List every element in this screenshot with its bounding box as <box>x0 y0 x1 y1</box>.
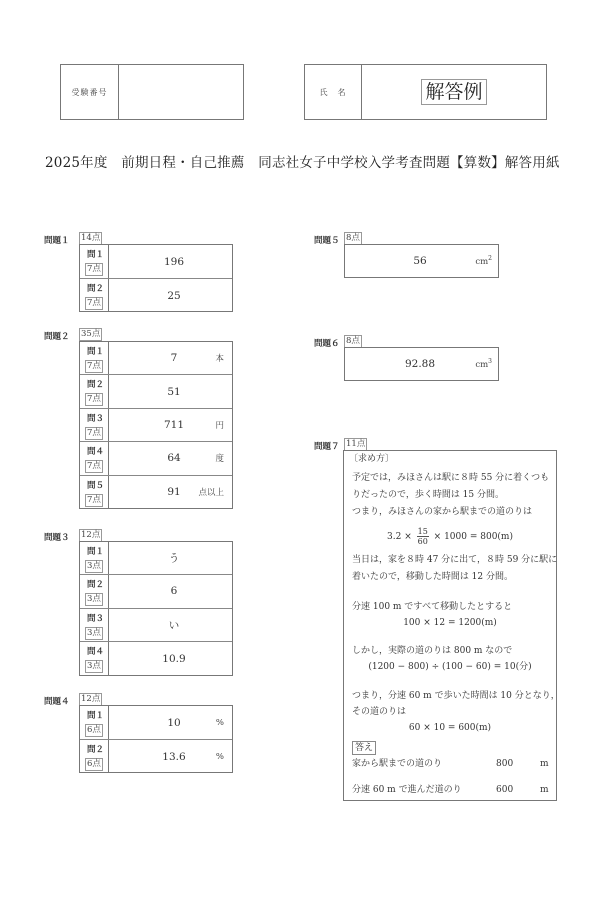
question-label: 問１ <box>87 347 105 357</box>
question-points: 7点 <box>87 264 101 274</box>
answer-field[interactable] <box>109 342 232 374</box>
answer-value: 91 <box>167 486 181 499</box>
problem-4-label: 問題４ <box>44 697 70 707</box>
answer-field[interactable] <box>109 442 232 474</box>
question-points: 7点 <box>87 427 101 438</box>
equation-2: 100 × 12 = 1200(m) <box>403 618 497 628</box>
answer-label: 答え <box>352 741 376 755</box>
problem-7-solution-box[interactable] <box>343 450 560 801</box>
question-label: 問１ <box>87 250 105 260</box>
question-points: 3点 <box>87 561 101 571</box>
solution-line: つまり，みほさんの家から駅までの道のりは <box>352 507 533 517</box>
answer-field[interactable] <box>109 575 232 607</box>
final-answer-value: 800 <box>496 759 514 769</box>
answer-value: い <box>168 619 180 632</box>
problem-4-table <box>79 705 233 773</box>
problem-7-points: 11点 <box>346 439 366 449</box>
answer-value: 56 <box>413 255 427 267</box>
problem-6-points: 8点 <box>346 336 360 346</box>
answer-field[interactable] <box>109 609 232 641</box>
answer-value: う <box>168 552 180 565</box>
answer-row <box>80 245 232 279</box>
question-points: 3点 <box>87 627 101 638</box>
question-label: 問２ <box>87 580 105 591</box>
answer-unit: % <box>215 717 224 728</box>
problem-5-label: 問題５ <box>314 236 340 246</box>
answer-unit: 点以上 <box>198 488 224 499</box>
question-label: 問２ <box>87 745 105 755</box>
problem-3-points: 12点 <box>81 530 101 540</box>
solution-line: しかし，実際の道のりは 800 m なので <box>352 646 513 656</box>
name-label: 氏 名 <box>305 65 362 119</box>
problem-2-table <box>79 341 233 509</box>
question-points: 7点 <box>87 298 101 308</box>
question-points: 7点 <box>87 394 101 405</box>
answer-unit: 本 <box>215 354 224 365</box>
solution-line: つまり，分速 60 m で歩いた時間は 10 分となり， <box>352 691 560 701</box>
final-answer-unit: m <box>540 759 549 769</box>
problem-2-label: 問題２ <box>44 332 70 342</box>
fraction: $\frac{15}{60}$ <box>417 527 428 546</box>
answer-row <box>80 542 232 575</box>
answer-value: 10 <box>167 716 181 729</box>
problem-1-label: 問題１ <box>44 236 70 246</box>
question-points: 7点 <box>87 361 101 371</box>
answer-value: 13.6 <box>162 750 186 763</box>
answer-value: 92.88 <box>404 358 436 370</box>
answer-unit: $cm^3$ <box>475 358 492 370</box>
final-answer-row <box>352 783 550 799</box>
answer-row <box>80 375 232 408</box>
answer-row <box>80 342 232 375</box>
answer-field[interactable] <box>109 706 232 739</box>
answer-row <box>80 609 232 642</box>
answer-row <box>80 740 232 773</box>
exam-number-field[interactable] <box>119 65 243 119</box>
problem-6-answer-field[interactable] <box>344 347 499 381</box>
question-points: 7点 <box>87 461 101 472</box>
answer-value: 711 <box>163 418 185 431</box>
answer-field[interactable] <box>109 642 232 675</box>
final-answer-label: 家から駅までの道のり <box>352 759 443 769</box>
question-label: 問２ <box>87 284 105 294</box>
answer-field[interactable] <box>109 740 232 773</box>
exam-number-label: 受験番号 <box>61 65 119 119</box>
final-answer-unit: m <box>540 785 549 795</box>
answer-unit: $cm^2$ <box>475 255 492 267</box>
equation-4: 60 × 10 = 600(m) <box>408 723 492 733</box>
problem-5-answer-field[interactable] <box>344 244 499 278</box>
equation-1: 3.2 × $\frac{15}{60}$ × 1000 = 800(m) <box>387 527 513 546</box>
question-points: 6点 <box>87 725 101 735</box>
problem-1-table <box>79 244 233 312</box>
problem-6-label: 問題６ <box>314 339 340 349</box>
answer-unit: 円 <box>215 420 224 431</box>
answer-value: 10.9 <box>162 652 186 665</box>
question-label: 問３ <box>87 413 105 424</box>
answer-row <box>80 706 232 740</box>
final-answer-label: 分速 60 m で進んだ道のり <box>352 785 462 795</box>
question-points: 6点 <box>87 759 101 769</box>
solution-heading: 〔求め方〕 <box>349 454 395 464</box>
answer-row <box>80 575 232 608</box>
solution-line: 分速 100 m ですべて移動したとすると <box>352 602 513 612</box>
solution-line: その道のりは <box>352 707 407 717</box>
name-field[interactable] <box>362 65 546 119</box>
problem-3-table <box>79 541 233 676</box>
answer-row <box>80 476 232 509</box>
answer-field[interactable] <box>109 542 232 574</box>
final-answer-row <box>352 757 550 773</box>
problem-5-points: 8点 <box>346 233 360 243</box>
problem-2-points: 35点 <box>81 329 101 339</box>
answer-value: 6 <box>170 585 178 598</box>
solution-line: 着いたので，移動した時間は 12 分間。 <box>352 572 513 582</box>
question-points: 7点 <box>87 494 101 505</box>
solution-line: 当日は，家を８時 47 分に出て，８時 59 分に駅に <box>352 555 558 565</box>
answer-unit: % <box>215 751 224 762</box>
name-box <box>304 64 547 120</box>
answer-value: 25 <box>167 289 181 302</box>
exam-number-box <box>60 64 244 120</box>
answer-unit: 度 <box>215 454 224 465</box>
problem-3-label: 問題３ <box>44 533 70 543</box>
answer-field[interactable] <box>109 476 232 509</box>
question-label: 問３ <box>87 613 105 624</box>
answer-row <box>80 442 232 475</box>
question-label: 問４ <box>87 646 105 657</box>
answer-value: 64 <box>167 452 181 465</box>
problem-7-label: 問題７ <box>314 442 340 452</box>
answer-field[interactable] <box>109 245 232 278</box>
problem-1-points: 14点 <box>81 233 101 243</box>
answer-field[interactable] <box>109 409 232 441</box>
question-label: 問４ <box>87 447 105 458</box>
answer-value: 196 <box>163 255 185 268</box>
answer-field[interactable] <box>109 279 232 312</box>
problem-4-points: 12点 <box>81 694 101 704</box>
answer-row <box>80 279 232 312</box>
question-points: 3点 <box>87 660 101 671</box>
equation-3: (1200 − 800) ÷ (100 − 60) = 10(分) <box>368 662 532 672</box>
page-title: 2025年度 前期日程・自己推薦 同志社女子中学校入学考査問題【算数】解答用紙 <box>45 155 560 171</box>
question-label: 問２ <box>87 380 105 391</box>
question-label: 問１ <box>87 547 105 557</box>
question-label: 問１ <box>87 711 105 721</box>
solution-line: 予定では，みほさんは駅に８時 55 分に着くつも <box>352 473 550 483</box>
answer-value: 7 <box>170 352 178 365</box>
solution-line: りだったので，歩く時間は 15 分間。 <box>352 490 504 500</box>
question-label: 問５ <box>87 480 105 491</box>
answer-field[interactable] <box>109 375 232 407</box>
final-answer-value: 600 <box>496 785 514 795</box>
question-points: 3点 <box>87 594 101 605</box>
answer-example-stamp: 解答例 <box>421 79 486 105</box>
answer-value: 51 <box>167 385 181 398</box>
answer-row <box>80 409 232 442</box>
answer-row <box>80 642 232 675</box>
